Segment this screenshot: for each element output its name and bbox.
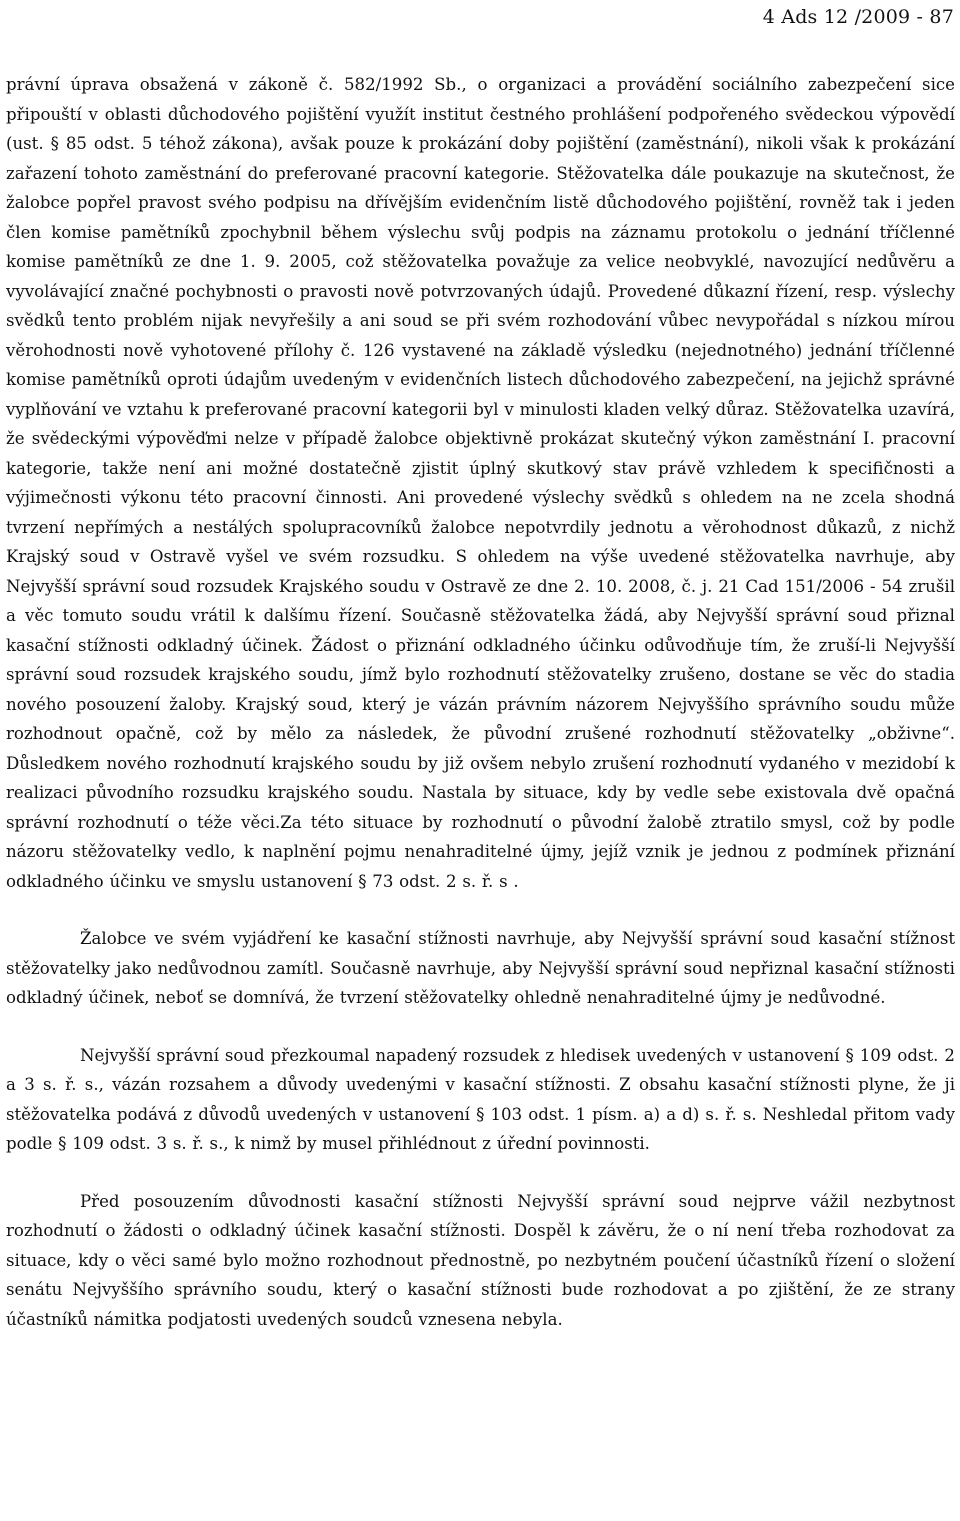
- paragraph-3: Nejvyšší správní soud přezkoumal napadený rozsudek z hledisek uvedených v ustanovení § 109 odst. 2 a 3 s. ř. s., vázán rozsahem a důvody uvedenými v kasační stížnosti. Z obsahu kasační stížnosti plyne, že ji stěžovatelka podává z důvodů uvedených v ustanovení § 103 odst. 1 písm. a) a d) s. ř. s. Neshledal přitom vady podle § 109 odst. 3 s. ř. s., k nimž by musel přihlédnout z úřední povinnosti.: [6, 1045, 955, 1153]
- page-reference: 4 Ads 12 /2009 - 87: [762, 6, 954, 28]
- paragraph-4: Před posouzením důvodnosti kasační stížnosti Nejvyšší správní soud nejprve vážil nezbytnost rozhodnutí o žádosti o odkladný účinek kasační stížnosti. Dospěl k závěru, že o ní není třeba rozhodovat za situace, kdy o věci samé bylo možno rozhodnout přednostně, po nezbytném poučení účastníků řízení o složení senátu Nejvyššího správního soudu, který o kasační stížnosti bude rozhodovat a po zjištění, že ze strany účastníků námitka podjatosti uvedených soudců vznesena nebyla.: [6, 1191, 955, 1329]
- document-body: [6, 70, 955, 1334]
- paragraph-2: Žalobce ve svém vyjádření ke kasační stížnosti navrhuje, aby Nejvyšší správní soud kasační stížnost stěžovatelky jako nedůvodnou zamítl. Současně navrhuje, aby Nejvyšší správní soud nepřiznal kasační stížnosti odkladný účinek, neboť se domnívá, že tvrzení stěžovatelky ohledně nenahraditelné újmy je nedůvodné.: [6, 929, 955, 1007]
- paragraph-1: právní úprava obsažená v zákoně č. 582/1992 Sb., o organizaci a provádění sociálního zabezpečení sice připouští v oblasti důchodového pojištění využít institut čestného prohlášení podpořeného svědeckou výpovědí (ust. § 85 odst. 5 téhož zákona), avšak pouze k prokázání doby pojištění (zaměstnání), nikoli však k prokázání zařazení tohoto zaměstnání do preferované pracovní kategorie. Stěžovatelka dále poukazuje na skutečnost, že žalobce popřel pravost svého podpisu na dřívějším evidenčním listě důchodového pojištění, rovněž tak i jeden člen komise pamětníků zpochybnil během výslechu svůj podpis na záznamu protokolu o jednání tříčlenné komise pamětníků ze dne 1. 9. 2005, což stěžovatelka považuje za velice neobvyklé, navozující nedůvěru a vyvolávající značné pochybnosti o pravosti nově potvrzovaných údajů. Provedené důkazní řízení, resp. výslechy svědků tento problém nijak nevyřešily a ani soud se při svém rozhodování vůbec nevypořádal s nízkou mírou věrohodnosti nově vyhotovené přílohy č. 126 vystavené na základě výsledku (nejednotného) jednání tříčlenné komise pamětníků oproti údajům uvedeným v evidenčních listech důchodového zabezpečení, na jejichž správné vyplňování ve vztahu k preferované pracovní kategorii byl v minulosti kladen velký důraz. Stěžovatelka uzavírá, že svědeckými výpověďmi nelze v případě žalobce objektivně prokázat skutečný výkon zaměstnání I. pracovní kategorie, takže není ani možné dostatečně zjistit úplný skutkový stav právě vzhledem k specifičnosti a výjimečnosti výkonu této pracovní činnosti. Ani provedené výslechy svědků s ohledem na ne zcela shodná tvrzení nepřímých a nestálých spolupracovníků žalobce nepotvrdily jednotu a věrohodnost důkazů, z nichž Krajský soud v Ostravě vyšel ve svém rozsudku. S ohledem na výše uvedené stěžovatelka navrhuje, aby Nejvyšší správní soud rozsudek Krajského soudu v Ostravě ze dne 2. 10. 2008, č. j. 21 Cad 151/2006 - 54 zrušil a věc tomuto soudu vrátil k dalšímu řízení. Současně stěžovatelka žádá, aby Nejvyšší správní soud přiznal kasační stížnosti odkladný účinek. Žádost o přiznání odkladného účinku odůvodňuje tím, že zruší-li Nejvyšší správní soud rozsudek krajského soudu, jímž bylo rozhodnutí stěžovatelky zrušeno, dostane se věc do stadia nového posouzení žaloby. Krajský soud, který je vázán právním názorem Nejvyššího správního soudu může rozhodnout opačně, což by mělo za následek, že původní zrušené rozhodnutí stěžovatelky „obživne“. Důsledkem nového rozhodnutí krajského soudu by již ovšem nebylo zrušení rozhodnutí vydaného v mezidobí k realizaci původního rozsudku krajského soudu. Nastala by situace, kdy by vedle sebe existovala dvě opačná správní rozhodnutí o téže věci.Za této situace by rozhodnutí o původní žalobě ztratilo smysl, což by podle názoru stěžovatelky vedlo, k naplnění pojmu nenahraditelné újmy, jejíž vznik je jednou z podmínek přiznání odkladného účinku ve smyslu ustanovení § 73 odst. 2 s. ř. s .: [6, 75, 955, 891]
